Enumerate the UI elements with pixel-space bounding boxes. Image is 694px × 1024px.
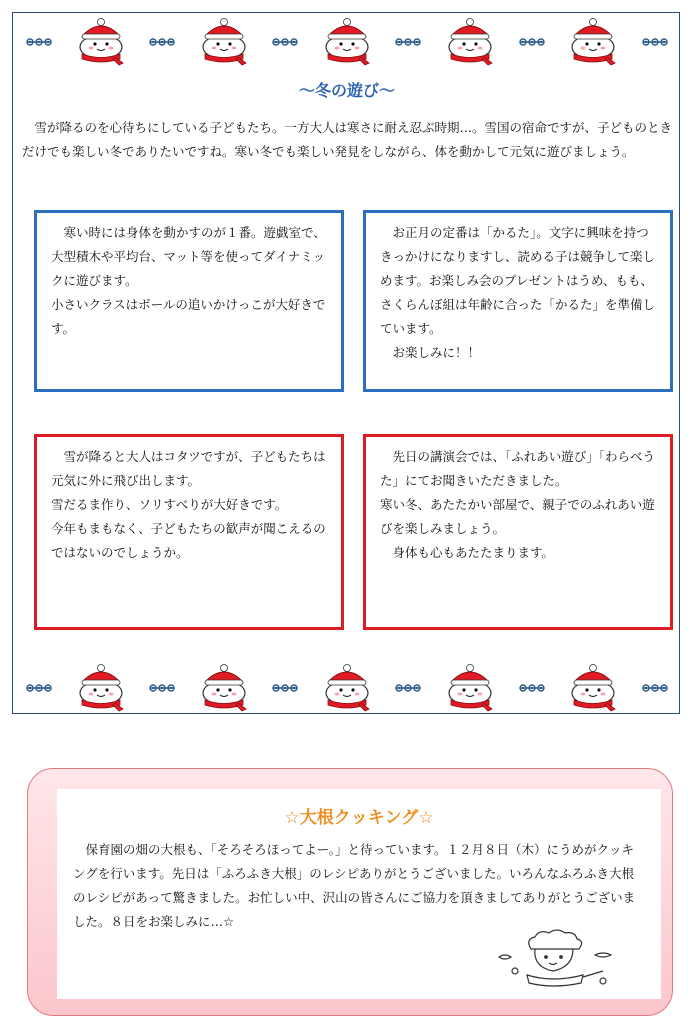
snowflake-icon <box>24 681 54 695</box>
snowman-icon <box>321 663 373 713</box>
box-line: 先日の講演会では、「ふれあい遊び」「わらべうた」にてお聞きいただきました。 <box>380 449 656 488</box>
snowflake-icon <box>147 35 177 49</box>
cooking-content <box>57 789 661 999</box>
snowflake-icon <box>517 35 547 49</box>
snowflake-icon <box>640 35 670 49</box>
bottom-decoration-row <box>14 666 680 710</box>
snowman-icon <box>198 17 250 67</box>
cooking-panel <box>27 768 673 1016</box>
cooking-text: 保育園の畑の大根も、「そろそろほってよー。」と待っています。１２月８日（木）にうめがクッキングを行います。先日は「ふろふき大根」のレシピありがとうございました。いろんなふろふき大根のレシピがあって驚きました。お忙しい中、沢山の皆さんにご協力を頂きましてありがとうございました。８日をお楽しみに…☆ <box>73 842 636 929</box>
snowflake-icon <box>24 35 54 49</box>
snowman-icon <box>75 663 127 713</box>
snowman-icon <box>567 17 619 67</box>
top-decoration-row <box>14 20 680 64</box>
box-outdoor-play <box>34 434 344 630</box>
box-line: 雪だるま作り、ソリすべりが大好きです。 <box>51 497 288 512</box>
box-line: お正月の定番は「かるた」。文字に興味を持つきっかけになりますし、読める子は競争して楽しめます。お楽しみ会のプレゼントはうめ、もも、さくらんぼ組は年齢に合った「かるた」を準備しています。 <box>380 225 656 336</box>
box-line: 小さいクラスはボールの追いかけっこが大好きです。 <box>51 297 326 336</box>
snowflake-icon <box>270 35 300 49</box>
box-line: 雪が降ると大人はコタツですが、子どもたちは元気に外に飛び出します。 <box>51 449 326 488</box>
box-line: 身体も心もあたたまります。 <box>392 545 555 560</box>
snowflake-icon <box>147 681 177 695</box>
snowman-icon <box>444 17 496 67</box>
winter-title: ～冬の遊び～ <box>298 81 395 100</box>
winter-intro: 雪が降るのを心待ちにしている子どもたち。一方大人は寒さに耐え忍ぶ時期…。雪国の宿命ですが、子どものときだけでも楽しい冬でありたいですね。寒い冬でも楽しい発見をしながら、体を動かして元気に遊びましょう。 <box>22 120 673 159</box>
snowflake-icon <box>640 681 670 695</box>
snowman-icon <box>75 17 127 67</box>
snowman-icon <box>444 663 496 713</box>
cooking-title: ☆大根クッキング☆ <box>284 808 434 828</box>
snowflake-icon <box>393 681 423 695</box>
box-lecture <box>363 434 673 630</box>
snowflake-icon <box>517 681 547 695</box>
snowman-icon <box>321 17 373 67</box>
box-line: 寒い時には身体を動かすのが１番。遊戯室で、大型積木や平均台、マット等を使ってダイナミックに遊びます。 <box>51 225 326 288</box>
box-line: お楽しみに！！ <box>392 345 481 360</box>
snowman-icon <box>198 663 250 713</box>
box-karuta <box>363 210 673 392</box>
snowflake-icon <box>393 35 423 49</box>
snowman-icon <box>567 663 619 713</box>
box-line: 寒い冬、あたたかい部屋で、親子でのふれあい遊びを楽しみましょう。 <box>380 497 655 536</box>
box-indoor-play <box>34 210 344 392</box>
box-line: 今年もまもなく、子どもたちの歓声が聞こえるのではないのでしょうか。 <box>51 521 326 560</box>
chef-illustration <box>491 927 621 989</box>
snowflake-icon <box>270 681 300 695</box>
